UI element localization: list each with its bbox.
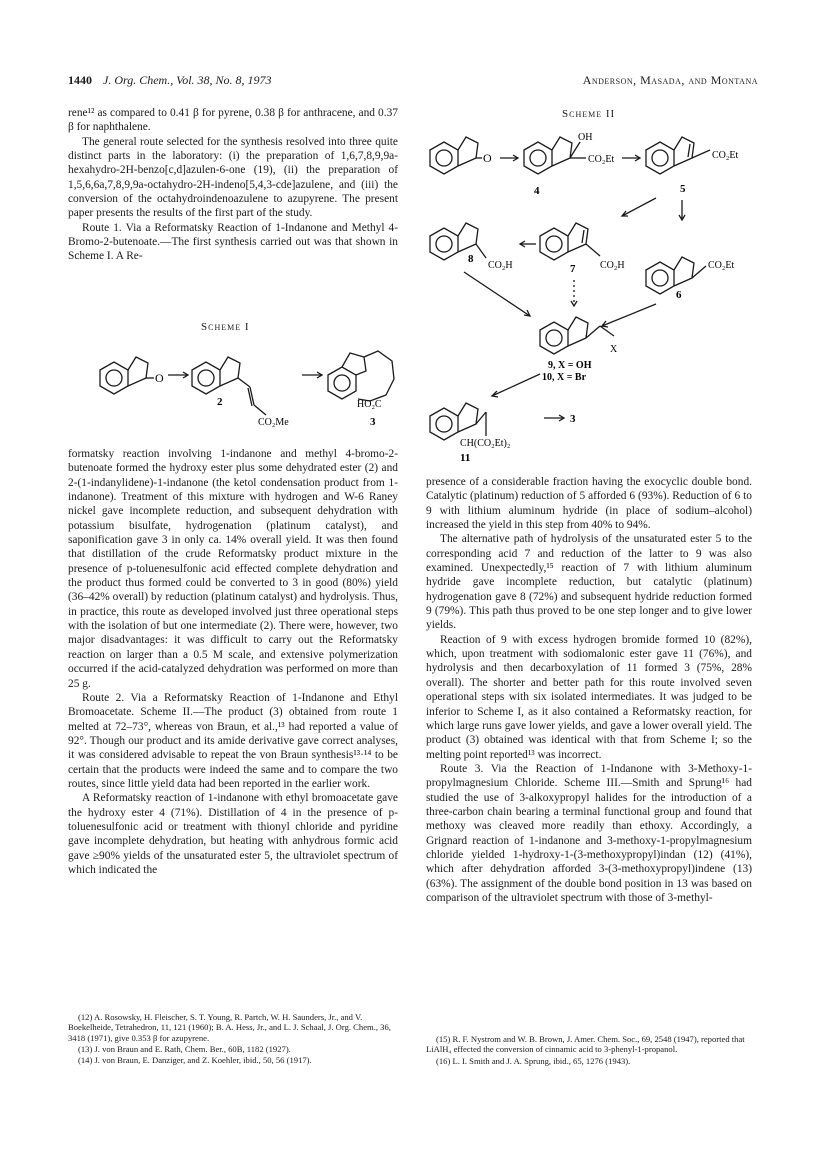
compound-number: 2 xyxy=(217,396,223,408)
compound-number: 6 xyxy=(676,289,682,301)
compound-number: 8 xyxy=(468,253,474,265)
paragraph: A Reformatsky reaction of 1-indanone with ethyl bromoacetate gave the hydroxy ester 4 (71%). Distillation of 4 in the presence of p-toluenesulfonic acid or treatment with thionyl chloride and pyridine gave incomplete dehydration, but heating with anhydrous formic acid gave ≥90% yields of the unsaturated ester 5, the ultraviolet spectrum of which indicated the xyxy=(68,792,398,876)
paragraph: Reaction of 9 with excess hydrogen bromide formed 10 (82%), which, upon treatment with sodiomalonic ester gave 11 (76%), and hydrolysis and then decarboxylation of 11 formed 3 (75%, 28% overall). The shorter and better path for this route involved seven operational steps with six isolated intermediates. It was judged to be inferior to Scheme I, as it also contained a Reformatsky reaction, for which large runs gave lower yields, and gave a lower overall yield. The product (3) obtained was identical with that from Scheme I; so the melting point reported¹³ was incorrect. xyxy=(426,633,752,761)
footnote: (16) L. I. Smith and J. A. Sprung, ibid., 65, 1276 (1943). xyxy=(436,1055,631,1066)
left-column-bottom xyxy=(68,447,398,877)
scheme1-title: Scheme I xyxy=(201,321,250,333)
running-header xyxy=(68,73,758,91)
paragraph: formatsky reaction involving 1-indanone and methyl 4-bromo-2-butenoate formed the hydroxy ester plus some dehydrated ester (2) and 2-(1-indanylidene)-1-indanone (the ketol condensation product from 1-indanone). Treatment of this mixture with hydrogen and W-6 Raney nickel gave incomplete reduction, and subsequent dehydration with potassium bisulfate, hydrogenation (platinum catalyst), and saponification gave 3 in only ca. 14% overall yield. It was then found that distillation of the crude Reformatsky product mixture in the presence of p-toluenesulfonic acid effected complete dehydration and the product thus formed could be converted to 3 in good (80%) yield (36–42% overall) by reduction (platinum catalyst) and hydrolysis. Thus, in practice, this route as developed involved just three operational steps with the isolation of but one intermediate (2). There were, however, two major disadvantages: it was difficult to carry out the Reformatsky reaction on larger than a 0.5 M scale, and extensive polymerization occurred if the acid-catalyzed dehydration was performed on more than 25 g. xyxy=(68,448,398,690)
compound-number: 4 xyxy=(534,185,540,197)
right-column-text xyxy=(426,475,752,905)
label: OH xyxy=(578,132,593,143)
label: CO₂Et xyxy=(588,154,615,165)
footnote: (14) J. von Braun, E. Danziger, and Z. Koehler, ibid., 50, 56 (1917). xyxy=(78,1055,312,1066)
label: 10, X = Br xyxy=(542,372,587,383)
label: X xyxy=(610,344,618,355)
right-footnotes xyxy=(426,1034,752,1067)
scheme1-diagram xyxy=(80,335,400,435)
benzene-ring xyxy=(192,362,220,394)
scheme2-title: Scheme II xyxy=(562,108,616,120)
page-number: 1440 xyxy=(68,73,92,87)
running-authors: Anderson, Masada, and Montana xyxy=(582,73,758,87)
left-footnotes xyxy=(68,1012,398,1066)
label: CO₂H xyxy=(600,260,625,271)
label: CO₂H xyxy=(488,260,513,271)
cyclopentanone-ring xyxy=(128,357,148,386)
label: 9, X = OH xyxy=(548,360,592,371)
footnote: (12) A. Rosowsky, H. Fleischer, S. T. Young, R. Partch, W. H. Saunders, Jr., and V. Boekelheide, Tetrahedron, 11, 121 (1960); B. A. Hess, Jr., and L. J. Schaal, J. Org. Chem., 36, 3418 (1971), give 0.353 β for azupyrene. xyxy=(68,1012,391,1043)
route3-paragraph: Route 3. Via the Reaction of 1-Indanone with 3-Methoxy-1-propylmagnesium Chloride. Scheme III.—Smith and Sprung¹⁶ had studied the use of 3-alkoxypropyl halides for the introduction of a three-carbon chain bearing a terminal functional group and found that methoxy was cleaved more readily than ethoxy. Accordingly, a Grignard reaction of 1-indanone and 3-methoxy-1-propylmagnesium chloride yielded 1-hydroxy-1-(3-methoxypropyl)indan (12) (41%), which after dehydration afforded 3-(3-methoxypropyl)indene (13) (63%). The assignment of the double bond position in 13 was based on comparison of the ultraviolet spectrum with those of 3-methyl- xyxy=(426,762,752,904)
benzene-ring xyxy=(100,362,128,394)
route1-paragraph: Route 1. Via a Reformatsky Reaction of 1-Indanone and Methyl 4-Bromo-2-butenoate.—The first synthesis carried out was that shown in Scheme I. A Re- xyxy=(68,221,398,263)
label: O xyxy=(483,151,492,165)
footnote: (13) J. von Braun and E. Rath, Chem. Ber., 60B, 1182 (1927). xyxy=(78,1043,291,1054)
label: O xyxy=(155,371,164,385)
paragraph: presence of a considerable fraction having the exocyclic double bond. Catalytic (platinum) reduction of 5 afforded 6 (93%). Reduction of 6 to 9 with lithium aluminum hydride (in place of sodium–alcohol) increased the yield in this step from 40% to 94%. xyxy=(426,476,752,532)
compound-number: 11 xyxy=(460,452,471,464)
label: CO₂Et xyxy=(708,260,735,271)
paragraph: rene¹² as compared to 0.41 β for pyrene, 0.38 β for anthracene, and 0.37 β for naphthalene. xyxy=(68,107,398,134)
paragraph: The general route selected for the synthesis resolved into three quite distinct parts in the laboratory: (i) the preparation of 1,6,7,8,9,9a-hexahydro-2H-benzo[c,d]azulen-6-one (19), (ii) the preparation of 1,5,6,6a,7,8,9,9a-octahydro-2H-indeno[5,4,3-cde]azulene, and (iii) the conversion of the octahydroindenoazulene to azupyrene. The present paper presents the results of the first part of the study. xyxy=(68,135,398,220)
label: HO₂C xyxy=(357,399,382,410)
compound-number: 3 xyxy=(570,413,576,425)
route2-paragraph: Route 2. Via a Reformatsky Reaction of 1-Indanone and Ethyl Bromoacetate. Scheme II.—The product (3) obtained from route 1 melted at 72–73°, whereas von Braun, et al.,¹³ had reported a value of 92°. Though our product and its amide derivative gave correct analyses, it was considered advisable to repeat the von Braun synthesis¹³·¹⁴ to be certain that the products were indeed the same and to compare the two routes, since little yield data had been reported in the earlier work. xyxy=(68,691,398,790)
journal-citation: J. Org. Chem., Vol. 38, No. 8, 1973 xyxy=(103,73,272,87)
compound-number: 5 xyxy=(680,183,686,195)
label: CH(CO₂Et)₂ xyxy=(460,438,511,449)
label: CO₂Et xyxy=(712,150,739,161)
scheme2-diagram xyxy=(424,120,758,465)
compound-number: 7 xyxy=(570,263,576,275)
footnote: (15) R. F. Nystrom and W. B. Brown, J. Amer. Chem. Soc., 69, 2548 (1947), reported that LiAlH₄ effected the conversion of cinnamic acid to 3-phenyl-1-propanol. xyxy=(426,1034,745,1055)
paragraph: The alternative path of hydrolysis of the unsaturated ester 5 to the corresponding acid 7 and reduction of the latter to 9 was also examined. Unexpectedly,¹⁵ reaction of 7 with lithium aluminum hydride gave incomplete reduction, but catalytic (platinum) hydrogenation gave 8 (72%) and subsequent hydride reduction formed 9 (79%). This path thus proved to be one step longer and to give lower yields. xyxy=(426,533,752,632)
compound-number: 3 xyxy=(370,416,376,428)
label: CO₂Me xyxy=(258,417,289,428)
left-column-top xyxy=(68,106,398,264)
benzene-ring xyxy=(328,367,356,399)
